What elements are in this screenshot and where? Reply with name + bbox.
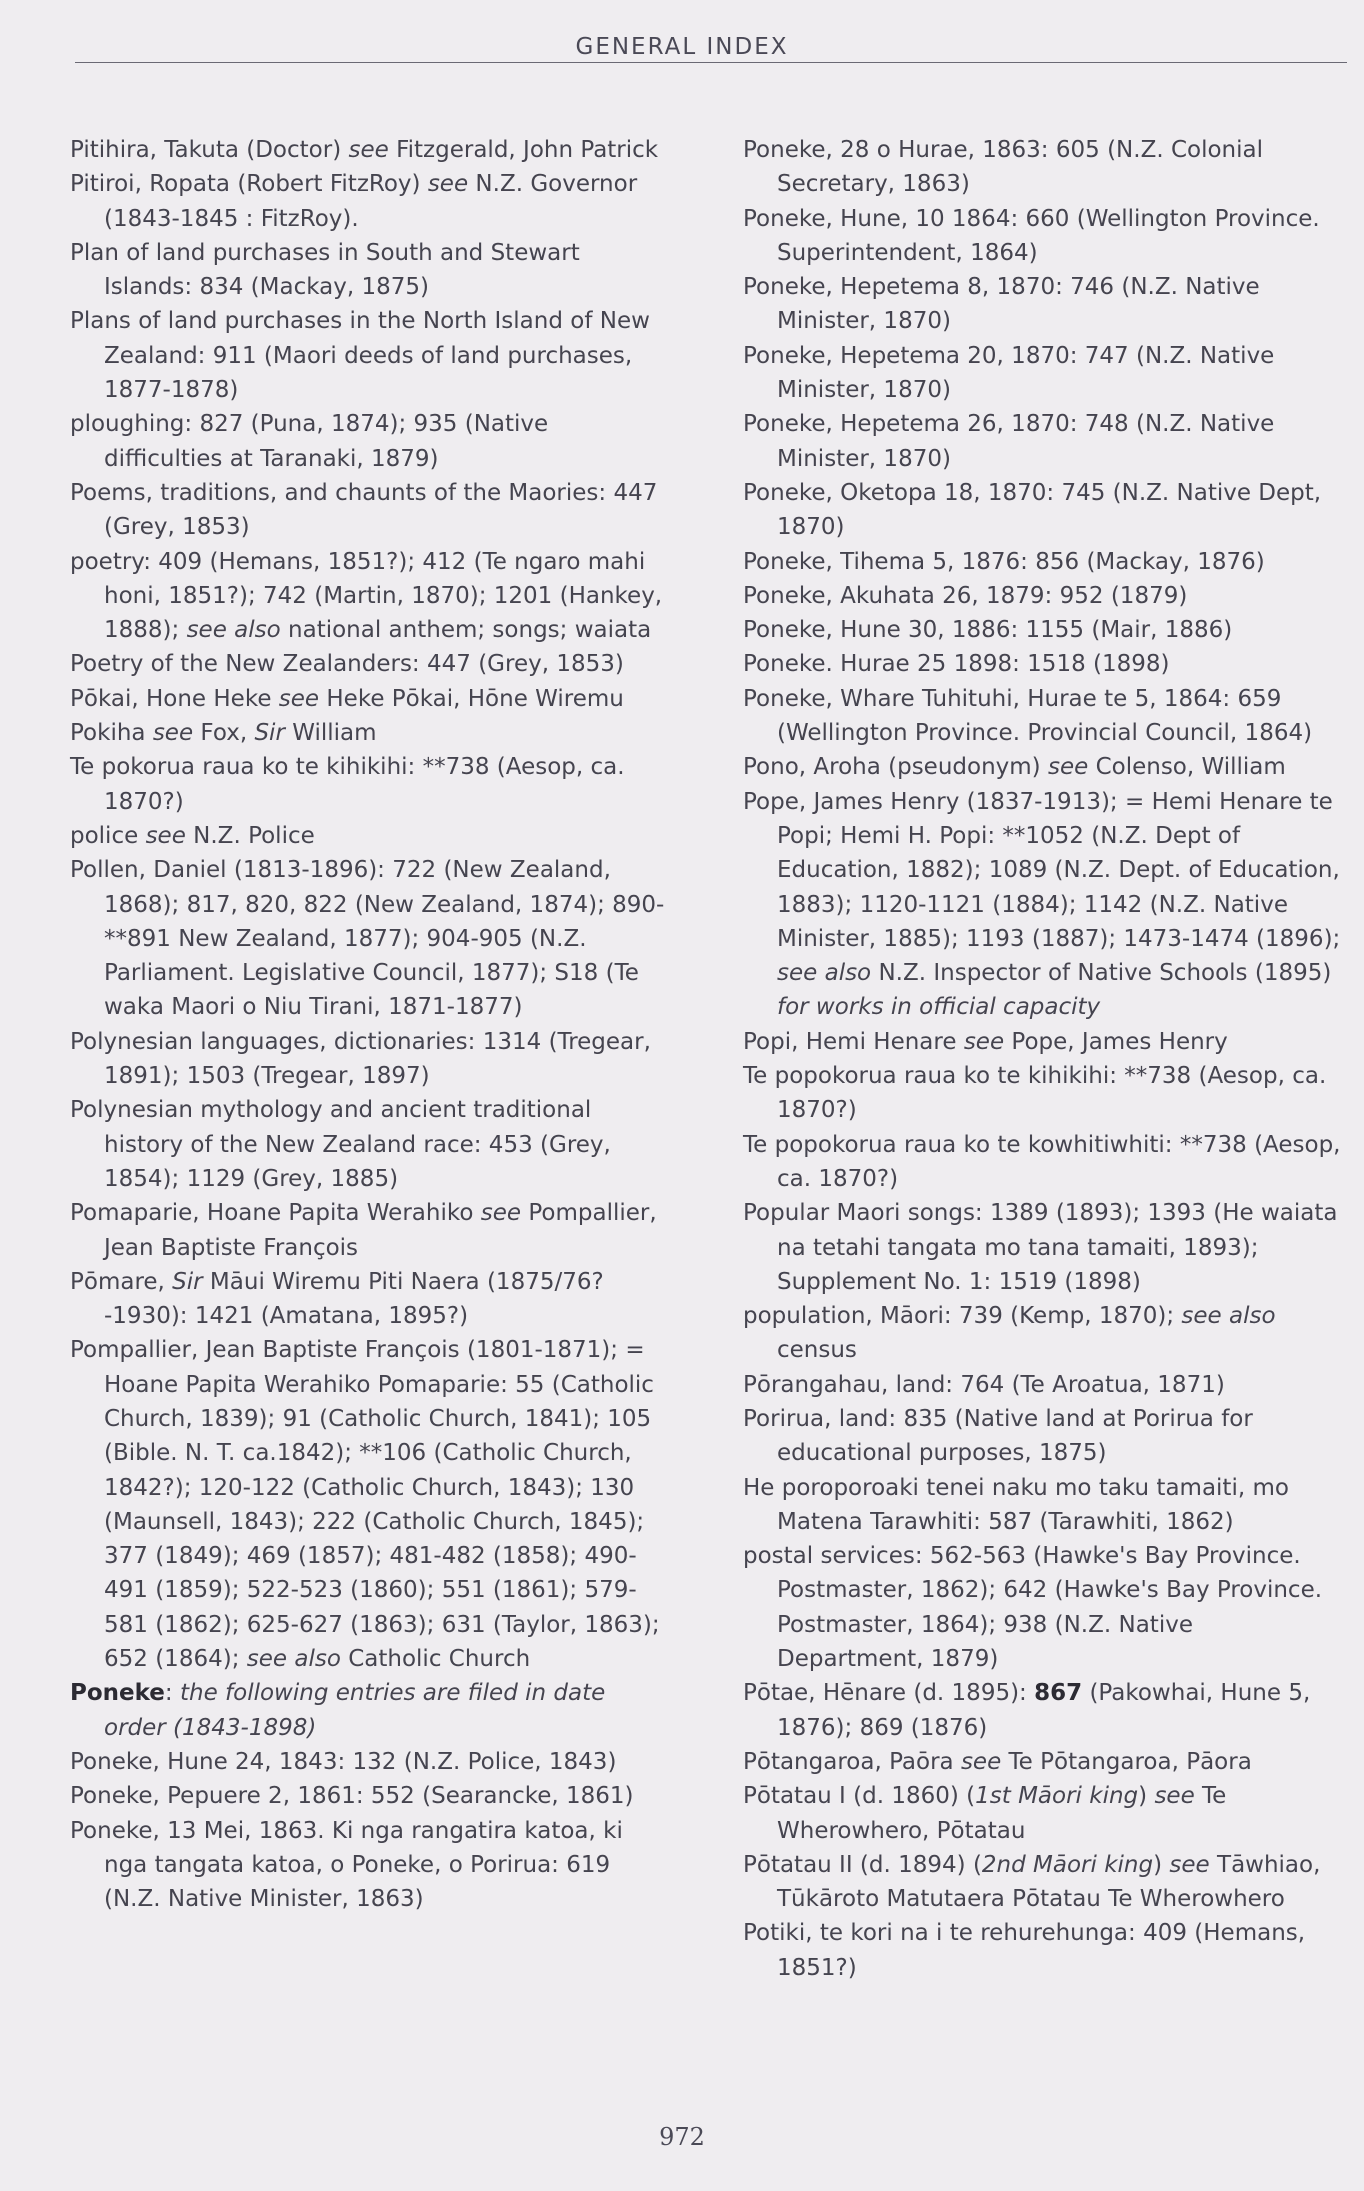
- index-entry: Pitiroi, Ropata (Robert FitzRoy) see N.Z. Governor (1843-1845 : FitzRoy).: [70, 171, 638, 232]
- italic-text: the following entries are filed in date order (1843-1898): [104, 1680, 606, 1741]
- index-entry: Pōtae, Hēnare (d. 1895): 867 (Pakowhai, Hune 5, 1876); 869 (1876): [743, 1680, 1311, 1741]
- italic-text: see also: [1181, 1303, 1276, 1330]
- italic-text: 1st Māori king: [975, 1783, 1139, 1810]
- index-entry: Poetry of the New Zealanders: 447 (Grey, 1853): [70, 651, 624, 678]
- index-entry: Poneke: the following entries are filed in date order (1843-1898): [70, 1680, 606, 1741]
- italic-text: see: [427, 171, 469, 198]
- index-entry: Te pokorua raua ko te kihikihi: **738 (Aesop, ca. 1870?): [70, 754, 625, 815]
- index-entry: Pono, Aroha (pseudonym) see Colenso, William: [743, 754, 1286, 781]
- index-entry: Poneke, 13 Mei, 1863. Ki nga rangatira katoa, ki nga tangata katoa, o Poneke, o Porirua: 619 (N.Z. Native Minister, 1863): [70, 1817, 623, 1913]
- italic-text: for works in official capacity: [777, 994, 1101, 1021]
- index-entry: Pollen, Daniel (1813-1896): 722 (New Zealand, 1868); 817, 820, 822 (New Zealand, 1874); 890-**891 New Zealand, 1877); 904-905 (N.Z. Parliament. Legislative Council, 1877); S18 (Te waka Maori o Niu Tirani, 1871-1877): [70, 857, 665, 1021]
- index-entry: Pōtatau I (d. 1860) (1st Māori king) see Te Wherowhero, Pōtatau: [743, 1783, 1227, 1844]
- index-entry: Poneke, Pepuere 2, 1861: 552 (Searancke, 1861): [70, 1783, 634, 1810]
- italic-text: see also: [777, 960, 872, 987]
- index-entry: postal services: 562-563 (Hawke's Bay Province. Postmaster, 1862); 642 (Hawke's Bay Province. Postmaster, 1864); 938 (N.Z. Native Department, 1879): [743, 1543, 1323, 1673]
- index-entry: Poneke, Hune 30, 1886: 1155 (Mair, 1886): [743, 617, 1233, 644]
- bold-text: Poneke: [70, 1680, 165, 1707]
- italic-text: see also: [186, 617, 281, 644]
- header-rule: [75, 62, 1347, 63]
- index-entry: ploughing: 827 (Puna, 1874); 935 (Native difficulties at Taranaki, 1879): [70, 411, 549, 472]
- italic-text: see: [152, 720, 194, 747]
- index-entry: Pōmare, Sir Māui Wiremu Piti Naera (1875/76?-1930): 1421 (Amatana, 1895?): [70, 1268, 604, 1330]
- index-entry: Poneke, Akuhata 26, 1879: 952 (1879): [743, 582, 1188, 609]
- index-entry: Plans of land purchases in the North Island of New Zealand: 911 (Maori deeds of land purchases, 1877-1878): [70, 308, 650, 404]
- italic-text: see: [278, 685, 320, 712]
- italic-text: see also: [246, 1646, 341, 1673]
- index-entry: Polynesian mythology and ancient traditional history of the New Zealand race: 453 (Grey, 1854); 1129 (Grey, 1885): [70, 1097, 611, 1192]
- index-entry: He poroporoaki tenei naku mo taku tamaiti, mo Matena Tarawhiti: 587 (Tarawhiti, 1862): [743, 1474, 1289, 1535]
- bold-text: 867: [1034, 1680, 1083, 1707]
- index-entry: Pompallier, Jean Baptiste François (1801-1871); = Hoane Papita Werahiko Pomaparie: 55 (Catholic Church, 1839); 91 (Catholic Church, 1841); 105 (Bible. N. T. ca.1842); **106 (Catholic Church, 1842?); 120-122 (Catholic Church, 1843); 130 (Maunsell, 1843); 222 (Catholic Church, 1845); 377 (1849); 469 (1857); 481-482 (1858); 490-491 (1859); 522-523 (1860); 551 (1861); 579-581 (1862); 625-627 (1863); 631 (Taylor, 1863); 652 (1864); see also Catholic Church: [70, 1337, 660, 1673]
- index-entry: Poneke, Tihema 5, 1876: 856 (Mackay, 1876): [743, 548, 1265, 575]
- index-entry: Pōtatau II (d. 1894) (2nd Māori king) see Tāwhiao, Tūkāroto Matutaera Pōtatau Te Wherowhero: [743, 1851, 1321, 1913]
- italic-text: 2nd Māori king: [981, 1851, 1154, 1878]
- index-entry: Poneke, Oketopa 18, 1870: 745 (N.Z. Native Dept, 1870): [743, 479, 1322, 541]
- index-entry: police see N.Z. Police: [70, 822, 315, 849]
- italic-text: see: [145, 822, 186, 849]
- index-entry: poetry: 409 (Hemans, 1851?); 412 (Te ngaro mahi honi, 1851?); 742 (Martin, 1870); 1201 (Hankey, 1888); see also national anthem; songs; waiata: [70, 548, 663, 644]
- index-entry: Poneke, Hepetema 20, 1870: 747 (N.Z. Native Minister, 1870): [743, 342, 1275, 404]
- italic-text: Sir: [254, 720, 285, 747]
- index-entry: Polynesian languages, dictionaries: 1314 (Tregear, 1891); 1503 (Tregear, 1897): [70, 1028, 651, 1090]
- index-entry: Plan of land purchases in South and Stewart Islands: 834 (Mackay, 1875): [70, 239, 580, 301]
- index-entry: Poneke, Hepetema 8, 1870: 746 (N.Z. Native Minister, 1870): [743, 274, 1260, 335]
- index-column-right: [743, 133, 1343, 1985]
- italic-text: see: [1154, 1783, 1195, 1810]
- index-entry: Pōkai, Hone Heke see Heke Pōkai, Hōne Wiremu: [70, 685, 624, 712]
- index-entry: Pokiha see Fox, Sir William: [70, 720, 377, 747]
- index-entry: Poneke. Hurae 25 1898: 1518 (1898): [743, 651, 1170, 678]
- index-entry: Poneke, Whare Tuhituhi, Hurae te 5, 1864: 659 (Wellington Province. Provincial Council, 1864): [743, 685, 1313, 747]
- index-column-left: [70, 133, 670, 1916]
- index-entry: Te popokorua raua ko te kowhitiwhiti: **738 (Aesop, ca. 1870?): [743, 1131, 1341, 1192]
- index-entry: Te popokorua raua ko te kihikihi: **738 (Aesop, ca. 1870?): [743, 1063, 1327, 1124]
- italic-text: see: [348, 137, 389, 163]
- index-entry: Pomaparie, Hoane Papita Werahiko see Pompallier, Jean Baptiste François: [70, 1200, 657, 1261]
- italic-text: see: [1169, 1851, 1210, 1878]
- index-entry: Poems, traditions, and chaunts of the Maories: 447 (Grey, 1853): [70, 479, 658, 541]
- italic-text: see: [963, 1028, 1005, 1055]
- index-entry: Popular Maori songs: 1389 (1893); 1393 (He waiata na tetahi tangata mo tana tamaiti, 1893); Supplement No. 1: 1519 (1898): [743, 1200, 1338, 1295]
- index-entry: Poneke, 28 o Hurae, 1863: 605 (N.Z. Colonial Secretary, 1863): [743, 137, 1263, 198]
- index-entry: Pōrangahau, land: 764 (Te Aroatua, 1871): [743, 1371, 1225, 1398]
- running-header: GENERAL INDEX: [575, 34, 789, 60]
- index-entry: Porirua, land: 835 (Native land at Porirua for educational purposes, 1875): [743, 1405, 1253, 1467]
- index-entry: Pōtangaroa, Paōra see Te Pōtangaroa, Pāora: [743, 1748, 1252, 1775]
- index-entry: Pope, James Henry (1837-1913); = Hemi Henare te Popi; Hemi H. Popi: **1052 (N.Z. Dept of Education, 1882); 1089 (N.Z. Dept. of Education, 1883); 1120-1121 (1884); 1142 (N.Z. Native Minister, 1885); 1193 (1887); 1473-1474 (1896); see also N.Z. Inspector of Native Schools (1895) for works in official capacity: [743, 788, 1341, 1021]
- index-entry: Pitihira, Takuta (Doctor) see Fitzgerald, John Patrick: [70, 137, 659, 163]
- index-entry: Popi, Hemi Henare see Pope, James Henry: [743, 1028, 1228, 1055]
- italic-text: Sir: [172, 1268, 203, 1295]
- index-entry: Potiki, te kori na i te rehurehunga: 409 (Hemans, 1851?): [743, 1920, 1306, 1981]
- index-entry: Poneke, Hune, 10 1864: 660 (Wellington Province. Superintendent, 1864): [743, 205, 1320, 266]
- italic-text: see: [480, 1200, 522, 1227]
- index-entry: population, Māori: 739 (Kemp, 1870); see also census: [743, 1303, 1276, 1364]
- italic-text: see: [960, 1748, 1002, 1775]
- page-number: 972: [659, 2123, 705, 2151]
- index-entry: Poneke, Hepetema 26, 1870: 748 (N.Z. Native Minister, 1870): [743, 411, 1275, 472]
- index-entry: Poneke, Hune 24, 1843: 132 (N.Z. Police, 1843): [70, 1748, 617, 1775]
- italic-text: see: [1047, 754, 1089, 781]
